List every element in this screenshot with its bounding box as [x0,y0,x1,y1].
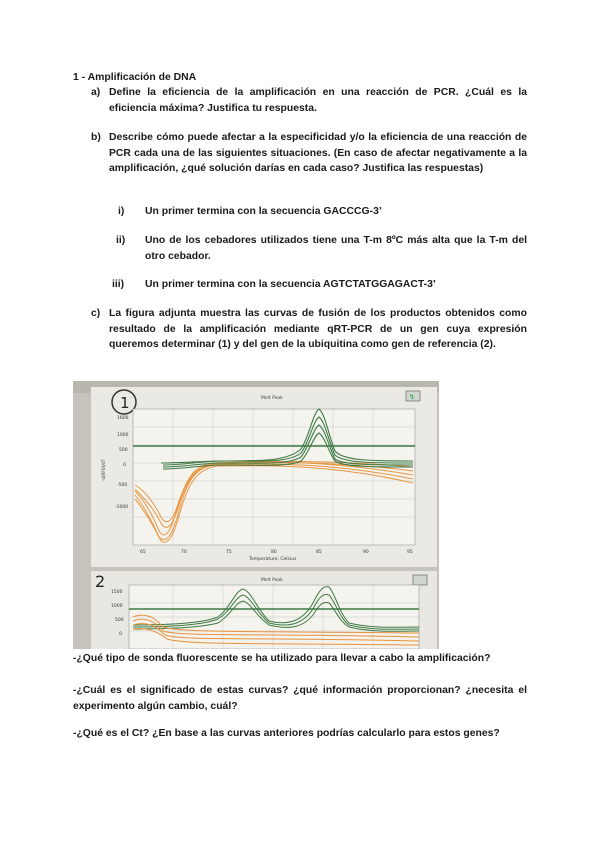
sub-item-iii-marker: iii) [112,279,125,290]
melt-curve-photo [73,381,439,649]
panel1-ytick: 0 [123,463,126,468]
panel1-ytick: 1600 [117,416,129,421]
panel2-number: 2 [95,572,106,591]
panel1-xlabel: Temperature, Celsius [249,557,297,562]
panel2-plot-area [111,585,419,649]
panel2-ytick: 1000 [111,604,123,609]
panel1-xtick: 90 [363,550,369,555]
sub-item-iii-text: Un primer termina con la secuencia AGTCTATGGAGACT-3’ [145,279,436,290]
panel2-ytick: 1500 [111,590,123,595]
panel1-ytick: 1000 [117,433,129,438]
panel2-ytick: 500 [115,618,124,623]
item-c-marker: c) [91,308,101,319]
panel1-ylabel: -d(RFU)/dT [101,459,106,481]
panel1-xtick: 65 [140,550,146,555]
panel1-xtick: 95 [407,550,413,555]
panel1-number: 1 [120,394,130,412]
sub-item-ii-marker: ii) [116,235,126,246]
panel2-ytick: 0 [119,632,122,637]
item-a-marker: a) [91,87,101,98]
panel2-title: Melt Peak [261,578,283,583]
item-c-text: La figura adjunta muestra las curvas de fusión de los productos obtenidos como resultado de la amplificación mediante qRT-PCR de un gen cuya expresión queremos determinar (1) y del gen de la ubiquitina como gen de referencia (2). [109,308,527,350]
panel1-ytick: 500 [119,448,128,453]
sub-item-i-text: Un primer termina con la secuencia GACCCG-3’ [145,206,382,217]
panel1-corner-icon: ↯ [409,393,415,401]
panel1-xtick: 70 [181,550,187,555]
question-2: -¿Cuál es el significado de estas curvas? ¿qué información proporcionan? ¿necesita el experimento algún cambio, cuál? [73,685,527,712]
sub-item-ii-text: Uno de los cebadores utilizados tiene una T-m 8ºC más alta que la T-m del otro cebador. [145,235,527,262]
section-heading: 1 - Amplificación de DNA [73,72,197,83]
panel1-xtick: 80 [271,550,277,555]
panel1-plot-area [101,409,415,562]
panel1-xtick: 85 [316,550,322,555]
question-1: -¿Qué tipo de sonda fluorescente se ha utilizado para llevar a cabo la amplificación? [73,653,491,664]
item-b-text: Describe cómo puede afectar a la especificidad y/o la eficiencia de una reacción de PCR cada una de las siguientes situaciones. (En caso de afectar negativamente a la amplificación, ¿qué solución darías en cada caso? Justifica las respuestas) [109,132,527,174]
panel1-xtick: 75 [226,550,232,555]
panel1-title: Melt Peak [261,396,283,401]
sub-item-i-marker: i) [118,206,125,217]
panel1-ytick: -500 [117,483,128,488]
panel1-ytick: -1000 [115,505,129,510]
melt-curve-figure [73,381,439,649]
item-b-marker: b) [91,132,101,143]
question-3: -¿Qué es el Ct? ¿En base a las curvas anteriores podrías calcularlo para estos genes? [73,728,500,739]
item-a-text: Define la eficiencia de la amplificación en una reacción de PCR. ¿Cuál es la eficiencia máxima? Justifica tu respuesta. [109,87,527,114]
